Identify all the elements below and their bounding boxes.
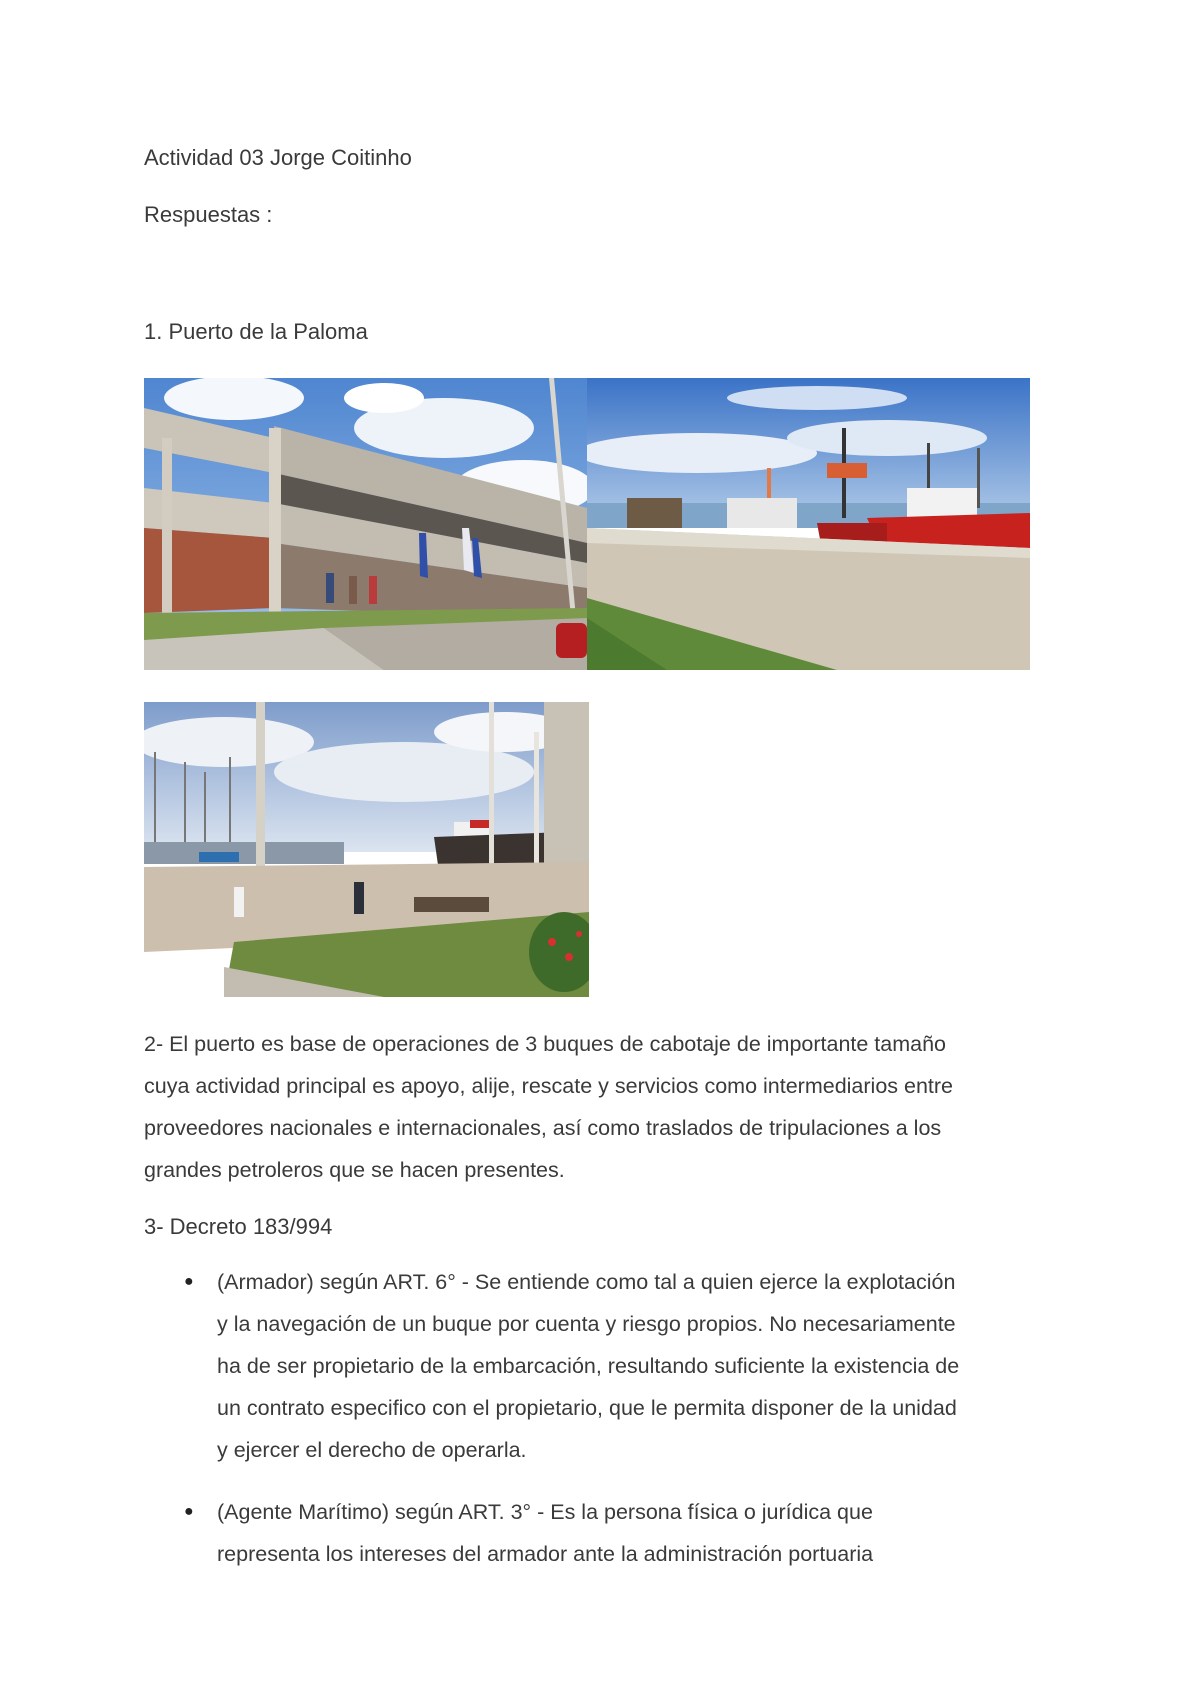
- paragraph-2: [144, 1023, 1064, 1191]
- bullet-line: (Armador) según ART. 6° - Se entiende como tal a quien ejerce la explotación: [217, 1270, 956, 1294]
- photo-marina: [144, 702, 589, 997]
- photo-fishing-boats: [587, 378, 1030, 670]
- bullet-line: (Agente Marítimo) según ART. 3° - Es la persona física o jurídica que: [217, 1500, 873, 1524]
- paragraph-2-line: grandes petroleros que se hacen presentes.: [144, 1158, 565, 1182]
- bullet-item-armador: [217, 1261, 1077, 1471]
- photo-port-building: [144, 378, 587, 670]
- paragraph-2-line: 2- El puerto es base de operaciones de 3 buques de cabotaje de importante tamaño: [144, 1032, 947, 1056]
- paragraph-2-line: cuya actividad principal es apoyo, alije, rescate y servicios como intermediarios entre: [144, 1074, 954, 1098]
- document-heading: Actividad 03 Jorge Coitinho: [144, 145, 412, 170]
- bullet-item-agente-maritimo: [217, 1491, 1077, 1575]
- bullet-line: ha de ser propietario de la embarcación, resultando suficiente la existencia de: [217, 1354, 960, 1378]
- paragraph-2-line: proveedores nacionales e internacionales, así como traslados de tripulaciones a los: [144, 1116, 942, 1140]
- bullet-line: representa los intereses del armador ante la administración portuaria: [217, 1542, 874, 1566]
- bullet-dot: ●: [184, 1503, 194, 1520]
- bullet-dot: ●: [184, 1273, 194, 1290]
- section-3-title: 3- Decreto 183/994: [144, 1214, 333, 1239]
- bullet-line: un contrato especifico con el propietario, que le permita disponer de la unidad: [217, 1396, 957, 1420]
- answers-label: Respuestas :: [144, 202, 273, 227]
- bullet-line: y la navegación de un buque por cuenta y riesgo propios. No necesariamente: [217, 1312, 956, 1336]
- section-1-title: 1. Puerto de la Paloma: [144, 319, 368, 344]
- bullet-line: y ejercer el derecho de operarla.: [217, 1438, 527, 1462]
